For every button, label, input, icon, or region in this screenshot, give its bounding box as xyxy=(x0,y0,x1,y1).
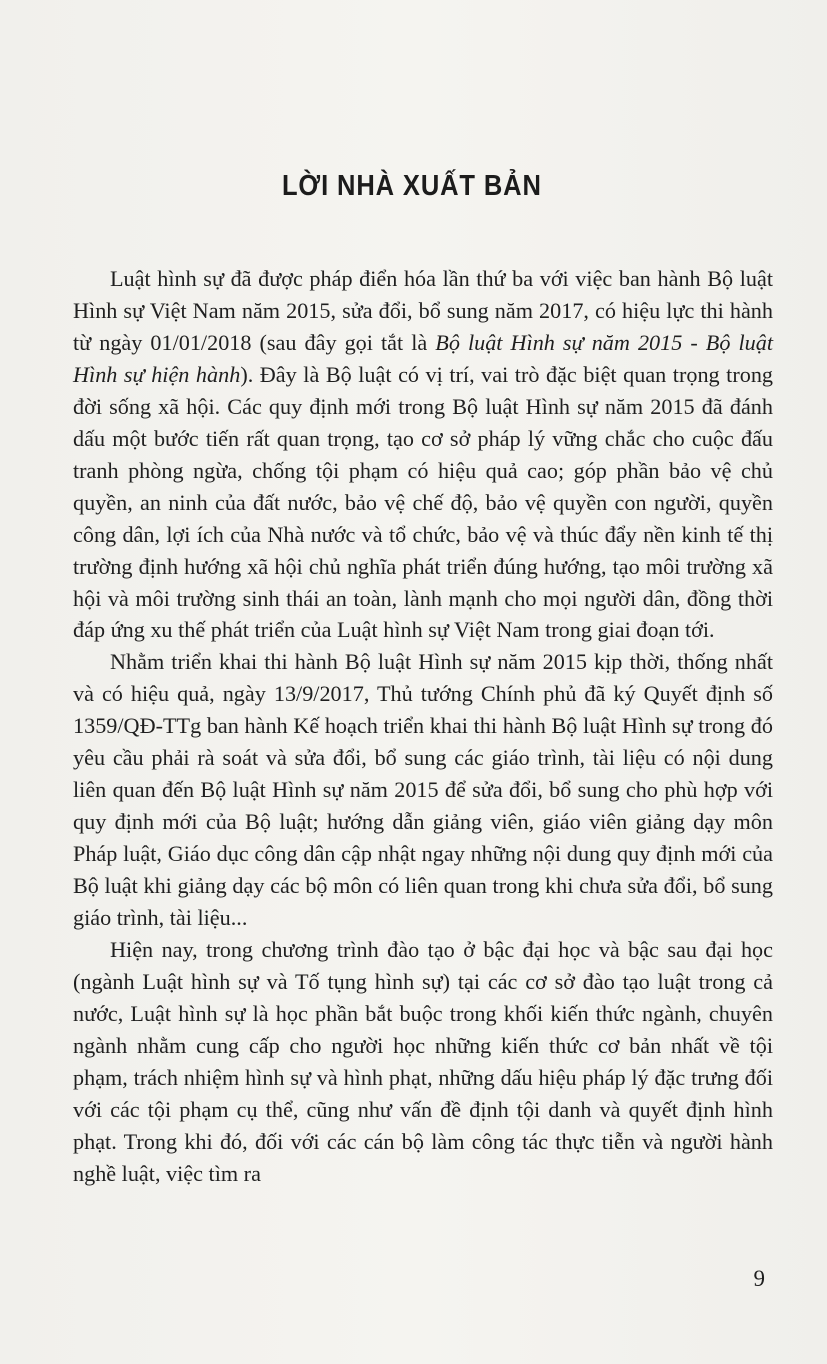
paragraph-3: Hiện nay, trong chương trình đào tạo ở bậc đại học và bậc sau đại học (ngành Luật hình sự và Tố tụng hình sự) tại các cơ sở đào tạo luật trong cả nước, Luật hình sự là học phần bắt buộc trong khối kiến thức ngành, chuyên ngành nhằm cung cấp cho người học những kiến thức cơ bản nhất về tội phạm, trách nhiệm hình sự và hình phạt, những dấu hiệu pháp lý đặc trưng đối với các tội phạm cụ thể, cũng như vấn đề định tội danh và quyết định hình phạt. Trong khi đó, đối với các cán bộ làm công tác thực tiễn và người hành nghề luật, việc tìm ra xyxy=(73,937,773,1186)
paragraph-1 xyxy=(73,263,773,646)
page-number: 9 xyxy=(753,1266,765,1291)
paragraph-1-italic-text: Bộ luật Hình sự năm 2015 - Bộ luật Hình sự hiện hành xyxy=(73,329,773,387)
paragraph-1-text-b: ). Đây là Bộ luật có vị trí, vai trò đặc biệt quan trọng trong đời sống xã hội. Các quy định mới trong Bộ luật Hình sự năm 2015 đã đánh dấu một bước tiến rất quan trọng, tạo cơ sở pháp lý vững chắc cho cuộc đấu tranh phòng ngừa, chống tội phạm có hiệu quả cao; góp phần bảo vệ chủ quyền, an ninh của đất nước, bảo vệ chế độ, bảo vệ quyền con người, quyền công dân, lợi ích của Nhà nước và tổ chức, bảo vệ và thúc đẩy nền kinh tế thị trường định hướng xã hội chủ nghĩa phát triển đúng hướng, tạo môi trường xã hội và môi trường sinh thái an toàn, lành mạnh cho mọi người dân, đồng thời đáp ứng xu thế phát triển của Luật hình sự Việt Nam trong giai đoạn tới. xyxy=(73,361,774,643)
paragraph-2: Nhằm triển khai thi hành Bộ luật Hình sự năm 2015 kịp thời, thống nhất và có hiệu quả, ngày 13/9/2017, Thủ tướng Chính phủ đã ký Quyết định số 1359/QĐ-TTg ban hành Kế hoạch triển khai thi hành Bộ luật Hình sự trong đó yêu cầu phải rà soát và sửa đổi, bổ sung các giáo trình, tài liệu có nội dung liên quan đến Bộ luật Hình sự năm 2015 để sửa đổi, bổ sung cho phù hợp với quy định mới của Bộ luật; hướng dẫn giảng viên, giáo viên giảng dạy môn Pháp luật, Giáo dục công dân cập nhật ngay những nội dung quy định mới của Bộ luật khi giảng dạy các bộ môn có liên quan trong khi chưa sửa đổi, bổ sung giáo trình, tài liệu... xyxy=(73,649,773,931)
body-text xyxy=(73,263,773,1190)
paragraph-1-text-a: Luật hình sự đã được pháp điển hóa lần thứ ba với việc ban hành Bộ luật Hình sự Việt Nam năm 2015, sửa đổi, bổ sung năm 2017, có hiệu lực thi hành từ ngày 01/01/2018 (sau đây gọi tắt là xyxy=(73,266,773,355)
page-title: LỜI NHÀ XUẤT BẢN xyxy=(281,170,542,202)
